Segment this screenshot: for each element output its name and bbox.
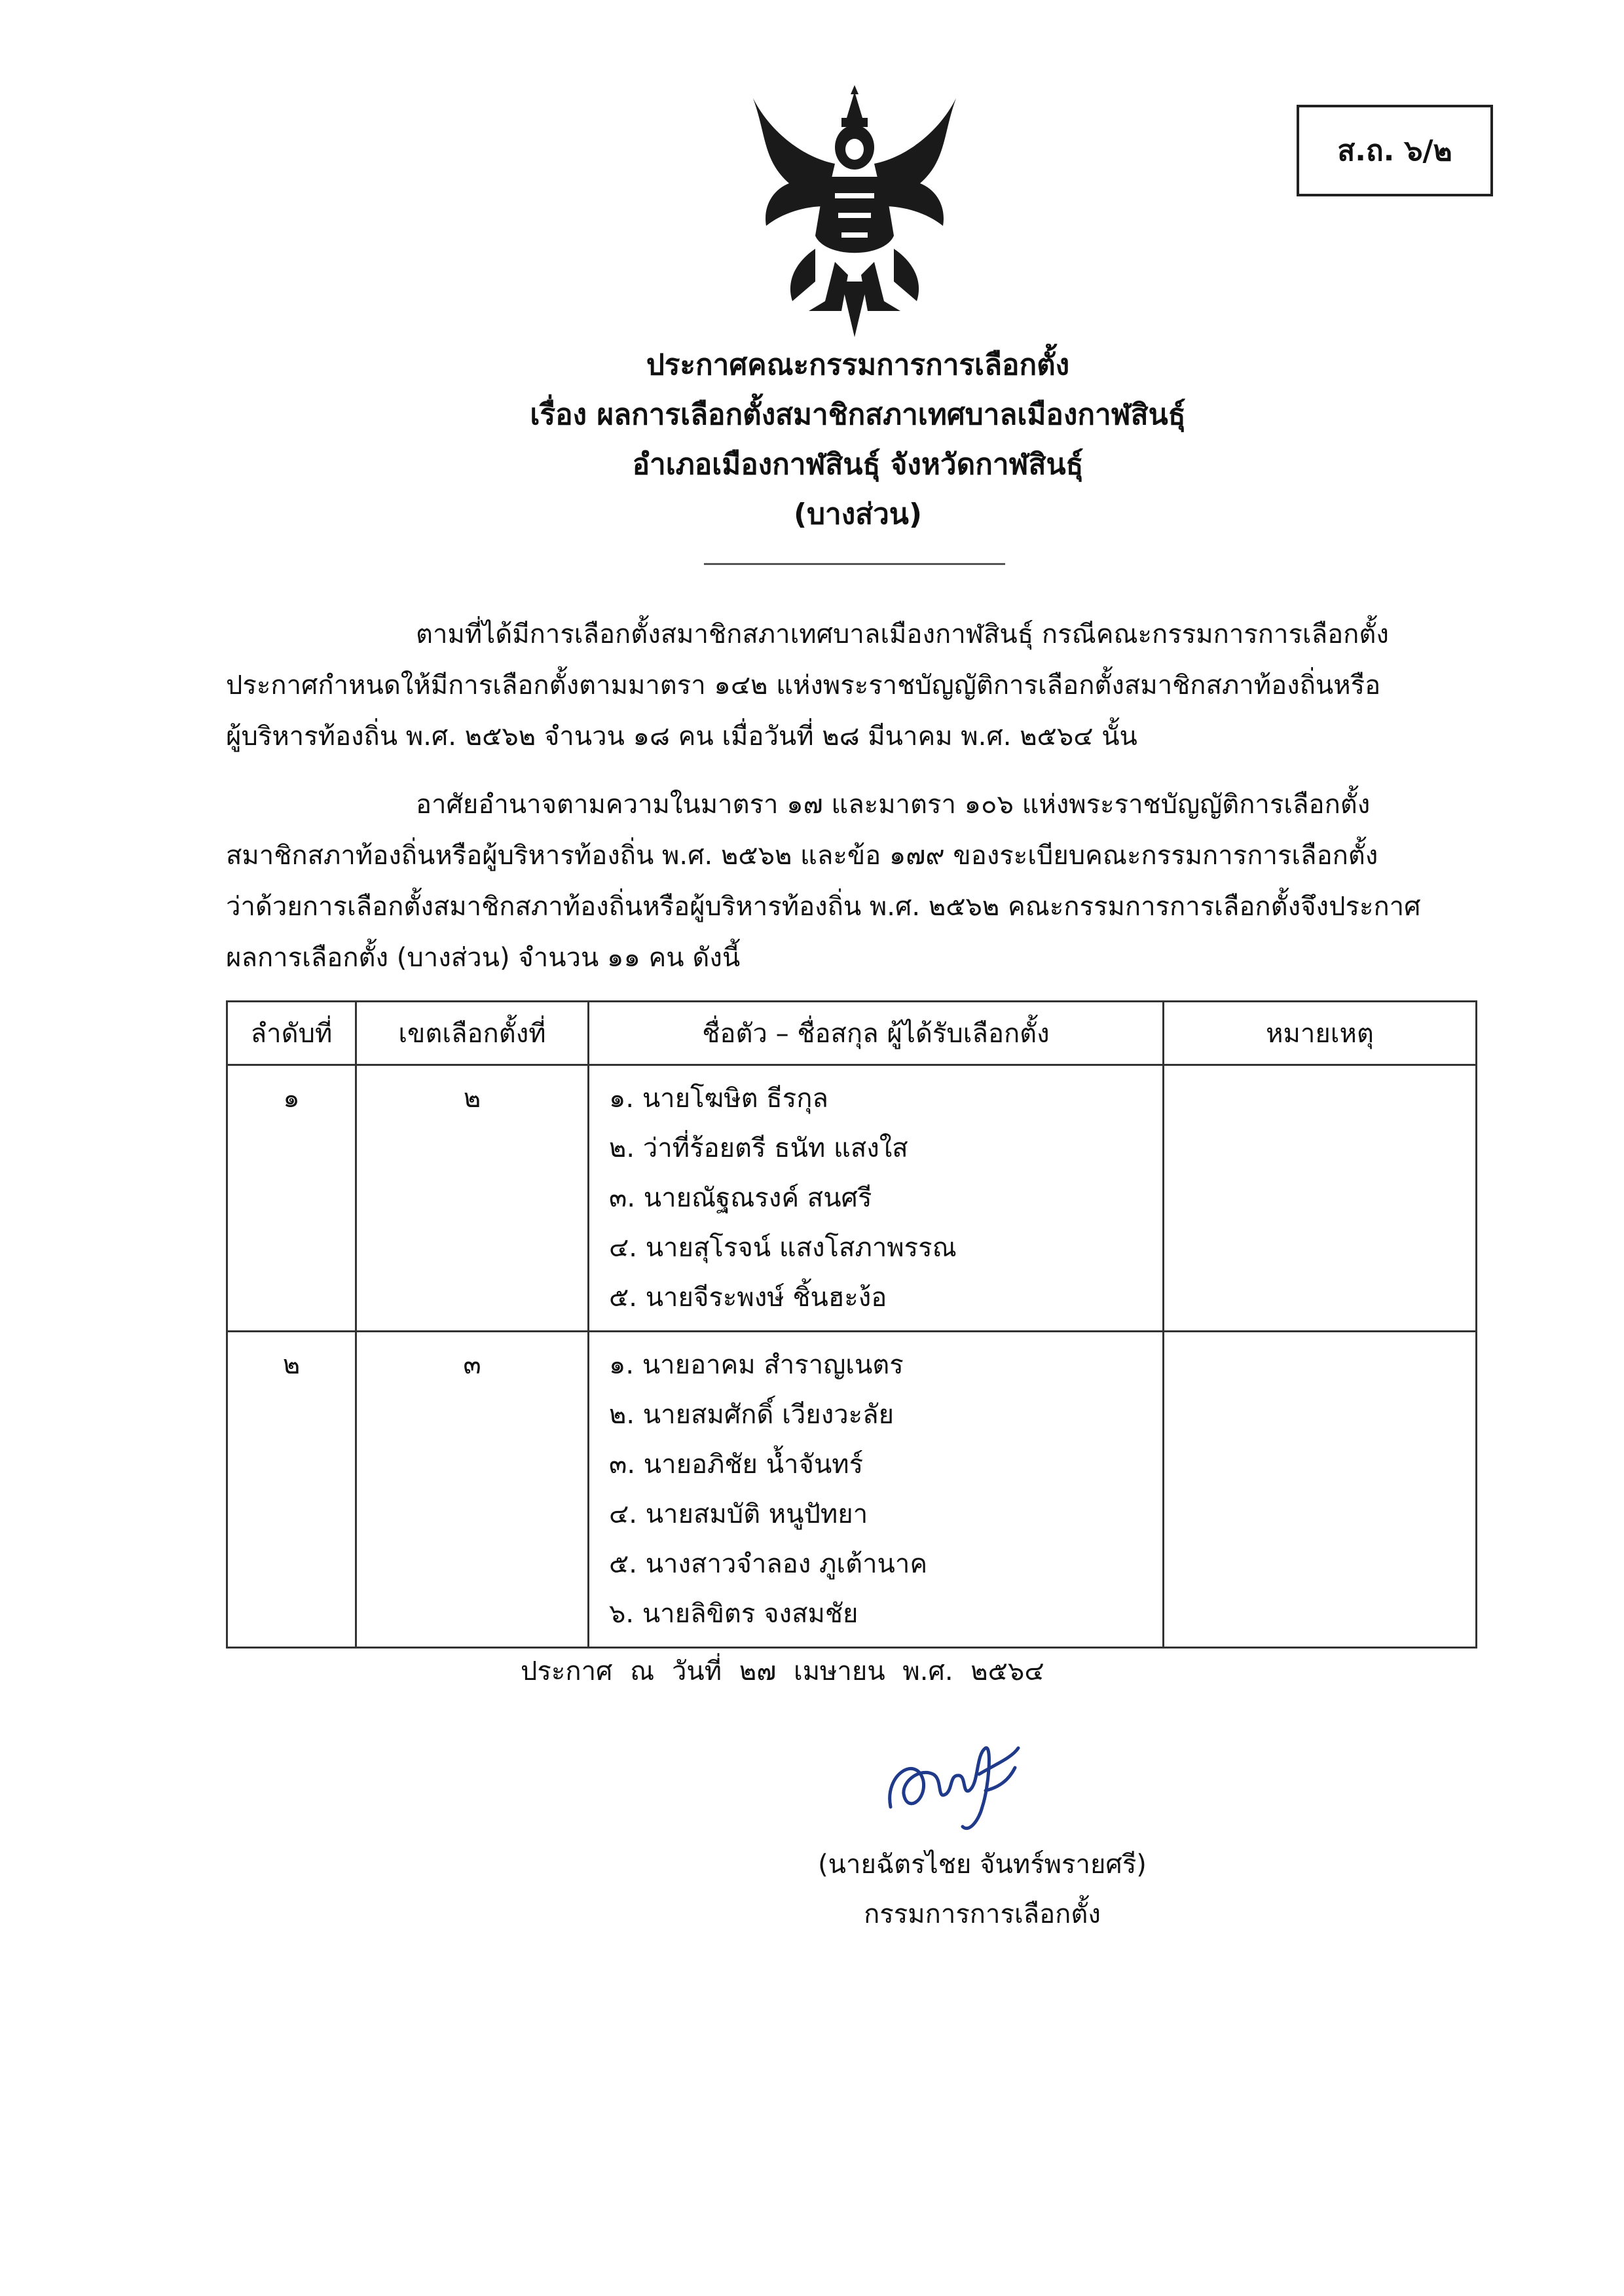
elected-name: ๑. นายโฆษิต ธีรกุล <box>609 1084 828 1114</box>
paragraph-background <box>226 609 1477 762</box>
table-header-row <box>227 1002 1477 1065</box>
table-row <box>227 1332 1477 1648</box>
form-code-box <box>1297 105 1493 196</box>
elected-name: ๕. นายจีระพงษ์ ชิ้นฮะง้อ <box>609 1283 887 1313</box>
heading-partial: (บางส่วน) <box>794 498 922 531</box>
row-order: ๒ <box>227 1332 356 1648</box>
heading-location: อำเภอเมืองกาฬสินธุ์ จังหวัดกาฬสินธุ์ <box>632 448 1084 481</box>
header-names: ชื่อตัว – ชื่อสกุล ผู้ได้รับเลือกตั้ง <box>589 1002 1164 1065</box>
elected-name: ๕. นางสาวจำลอง ภูเต้านาค <box>609 1549 928 1579</box>
elected-name: ๓. นายณัฐณรงค์ สนศรี <box>609 1183 872 1213</box>
row-district: ๓ <box>356 1332 589 1648</box>
heading-title: ประกาศคณะกรรมการการเลือกตั้ง <box>646 348 1070 382</box>
row-district: ๒ <box>356 1065 589 1332</box>
elected-name: ๑. นายอาคม สำราญเนตร <box>609 1350 904 1380</box>
row-names <box>589 1065 1164 1332</box>
elected-name: ๖. นายลิขิตร จงสมชัย <box>609 1599 858 1629</box>
paragraph-line: ผู้บริหารท้องถิ่น พ.ศ. ๒๕๖๒ จำนวน ๑๘ คน เมื่อวันที่ ๒๘ มีนาคม พ.ศ. ๒๕๖๔ นั้น <box>226 721 1137 752</box>
form-code: ส.ถ. ๖/๒ <box>1337 134 1452 168</box>
paragraph-line: สมาชิกสภาท้องถิ่นหรือผู้บริหารท้องถิ่น พ.ศ. ๒๕๖๒ และข้อ ๑๗๙ ของระเบียบคณะกรรมการการเลือกตั้ง <box>226 841 1378 871</box>
header-note: หมายเหตุ <box>1164 1002 1477 1065</box>
elected-name: ๔. นายสุโรจน์ แสงโสภาพรรณ <box>609 1233 957 1263</box>
paragraph-line: ประกาศกำหนดให้มีการเลือกตั้งตามมาตรา ๑๔๒ แห่งพระราชบัญญัติการเลือกตั้งสมาชิกสภาท้องถิ่นหรือ <box>226 670 1381 701</box>
elected-name: ๒. ว่าที่ร้อยตรี ธนัท แสงใส <box>609 1133 908 1163</box>
paragraph-line: ว่าด้วยการเลือกตั้งสมาชิกสภาท้องถิ่นหรือผู้บริหารท้องถิ่น พ.ศ. ๒๕๖๒ คณะกรรมการการเลือกตั้งจึงประกาศ <box>226 892 1421 922</box>
announcement-date: ประกาศ ณ วันที่ ๒๗ เมษายน พ.ศ. ๒๕๖๔ <box>521 1656 1044 1686</box>
row-note <box>1164 1065 1477 1332</box>
signer-block <box>773 1840 1192 1939</box>
paragraph-line: ตามที่ได้มีการเลือกตั้งสมาชิกสภาเทศบาลเมืองกาฬสินธุ์ กรณีคณะกรรมการการเลือกตั้ง <box>416 619 1389 649</box>
heading-subject: เรื่อง ผลการเลือกตั้งสมาชิกสภาเทศบาลเมืองกาฬสินธุ์ <box>530 398 1186 431</box>
results-table <box>226 1000 1477 1649</box>
paragraph-line: ผลการเลือกตั้ง (บางส่วน) จำนวน ๑๑ คน ดังนี้ <box>226 943 741 973</box>
paragraph-line: อาศัยอำนาจตามความในมาตรา ๑๗ และมาตรา ๑๐๖ แห่งพระราชบัญญัติการเลือกตั้ง <box>416 790 1371 820</box>
signer-name: (นายฉัตรไชย จันทร์พรายศรี) <box>818 1850 1147 1880</box>
elected-name: ๒. นายสมศักดิ์ เวียงวะลัย <box>609 1400 895 1430</box>
announcement-heading <box>288 340 1428 539</box>
signer-position: กรรมการการเลือกตั้ง <box>864 1899 1101 1929</box>
paragraph-authority <box>226 779 1477 983</box>
header-district: เขตเลือกตั้งที่ <box>356 1002 589 1065</box>
row-names <box>589 1332 1164 1648</box>
elected-name: ๔. นายสมบัติ หนูปัทยา <box>609 1499 868 1529</box>
row-note <box>1164 1332 1477 1648</box>
row-order: ๑ <box>227 1065 356 1332</box>
garuda-emblem-icon <box>743 85 966 340</box>
elected-name: ๓. นายอภิชัย น้ำจันทร์ <box>609 1449 864 1480</box>
table-row <box>227 1065 1477 1332</box>
signature-image <box>871 1728 1028 1840</box>
heading-divider <box>704 563 1005 565</box>
header-order: ลำดับที่ <box>227 1002 356 1065</box>
